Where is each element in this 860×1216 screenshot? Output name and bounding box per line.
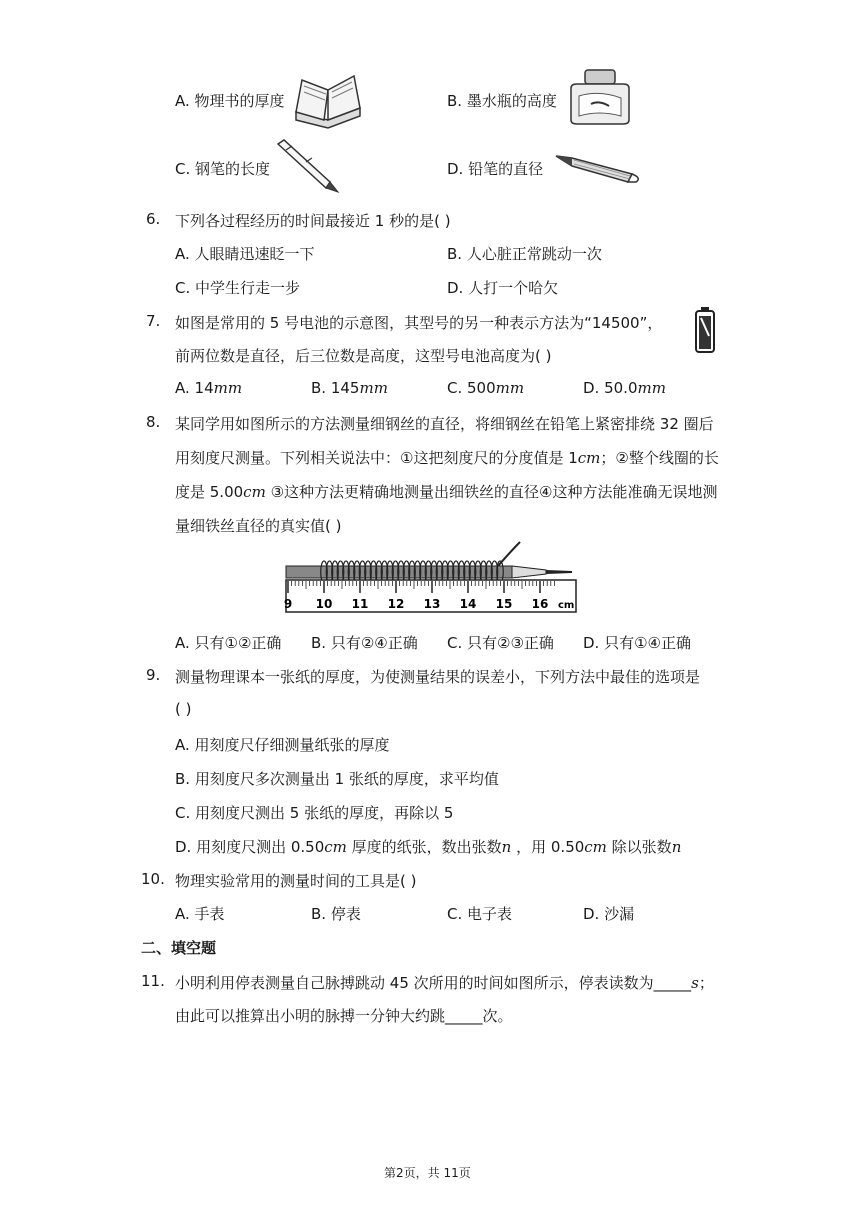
q9-line1: 测量物理课本一张纸的厚度，为使测量结果的误差小，下列方法中最佳的选项是 bbox=[175, 668, 701, 686]
q10-option-c: C. 电子表 bbox=[447, 905, 513, 923]
q6-stem: 下列各过程经历的时间最接近 1 秒的是( ) bbox=[175, 212, 451, 230]
q8-line3: 度是 5.00cm ③这种方法更精确地测量出细铁丝的直径④这种方法能准确无误地测 bbox=[175, 483, 718, 501]
q11-line1: 小明利用停表测量自己脉搏跳动 45 次所用的时间如图所示，停表读数为_____s； bbox=[175, 974, 714, 992]
q11-line2: 由此可以推算出小明的脉搏一分钟大约跳_____次。 bbox=[175, 1007, 513, 1025]
ruler-tick-label: 9 bbox=[284, 597, 293, 611]
ruler-tick-label: 10 bbox=[315, 597, 333, 611]
q9-option-d: D. 用刻度尺测出 0.50cm 厚度的纸张，数出张数n ，用 0.50cm 除以张数n bbox=[175, 838, 682, 856]
q5-option-a: A. 物理书的厚度 bbox=[175, 92, 285, 110]
q5-option-c: C. 钢笔的长度 bbox=[175, 160, 271, 178]
q8-option-b: B. 只有②④正确 bbox=[311, 634, 418, 652]
section-heading-fill-in: 二、填空题 bbox=[141, 939, 217, 957]
ruler-tick-label: 14 bbox=[459, 597, 477, 611]
q7-option-b: B. 145mm bbox=[311, 379, 388, 397]
q9-option-c: C. 用刻度尺测出 5 张纸的厚度，再除以 5 bbox=[175, 804, 454, 822]
q6-option-d: D. 人打一个哈欠 bbox=[447, 279, 559, 297]
q8-option-c: C. 只有②③正确 bbox=[447, 634, 554, 652]
fountain-pen-icon bbox=[272, 136, 344, 196]
battery-icon bbox=[694, 306, 716, 354]
ruler-unit: cm bbox=[558, 600, 575, 611]
q10-option-d: D. 沙漏 bbox=[583, 905, 635, 923]
q6-option-c: C. 中学生行走一步 bbox=[175, 279, 301, 297]
q6-option-b: B. 人心脏正常跳动一次 bbox=[447, 245, 602, 263]
q10-number: 10. bbox=[141, 870, 165, 888]
ink-bottle-icon bbox=[565, 66, 635, 128]
ruler-tick-label: 12 bbox=[387, 597, 405, 611]
q7-option-d: D. 50.0mm bbox=[583, 379, 666, 397]
q8-line1: 某同学用如图所示的方法测量细钢丝的直径，将细钢丝在铅笔上紧密排绕 32 圈后 bbox=[175, 415, 714, 433]
q5-option-b: B. 墨水瓶的高度 bbox=[447, 92, 557, 110]
q8-option-d: D. 只有①④正确 bbox=[583, 634, 691, 652]
q6-option-a: A. 人眼睛迅速眨一下 bbox=[175, 245, 315, 263]
q7-option-a: A. 14mm bbox=[175, 379, 243, 397]
q6-number: 6. bbox=[146, 210, 161, 228]
q10-stem: 物理实验常用的测量时间的工具是( ) bbox=[175, 872, 417, 890]
q9-line2: ( ) bbox=[175, 700, 192, 718]
q8-line2: 用刻度尺测量。下列相关说法中：①这把刻度尺的分度值是 1cm；②整个线圈的长 bbox=[175, 449, 719, 467]
q7-line1: 如图是常用的 5 号电池的示意图，其型号的另一种表示方法为“14500”， bbox=[175, 314, 663, 332]
q10-option-a: A. 手表 bbox=[175, 905, 225, 923]
ruler-tick-label: 11 bbox=[351, 597, 369, 611]
ruler-tick-label: 15 bbox=[495, 597, 513, 611]
q9-number: 9. bbox=[146, 666, 161, 684]
ruler-tick-label: 13 bbox=[423, 597, 441, 611]
q9-option-a: A. 用刻度尺仔细测量纸张的厚度 bbox=[175, 736, 390, 754]
q7-number: 7. bbox=[146, 312, 161, 330]
q8-line4: 量细铁丝直径的真实值( ) bbox=[175, 517, 342, 535]
book-icon bbox=[292, 72, 364, 130]
q9-option-b: B. 用刻度尺多次测量出 1 张纸的厚度，求平均值 bbox=[175, 770, 499, 788]
q8-number: 8. bbox=[146, 413, 161, 431]
q11-number: 11. bbox=[141, 972, 165, 990]
page-footer: 第2页，共 11页 bbox=[384, 1166, 471, 1180]
q8-option-a: A. 只有①②正确 bbox=[175, 634, 282, 652]
q7-line2: 前两位数是直径，后三位数是高度，这型号电池高度为( ) bbox=[175, 347, 552, 365]
ruler-tick-label: 16 bbox=[531, 597, 549, 611]
pencil-icon bbox=[552, 150, 644, 184]
q5-option-d: D. 铅笔的直径 bbox=[447, 160, 544, 178]
coil-ruler-figure bbox=[284, 540, 580, 616]
q10-option-b: B. 停表 bbox=[311, 905, 361, 923]
q7-option-c: C. 500mm bbox=[447, 379, 525, 397]
